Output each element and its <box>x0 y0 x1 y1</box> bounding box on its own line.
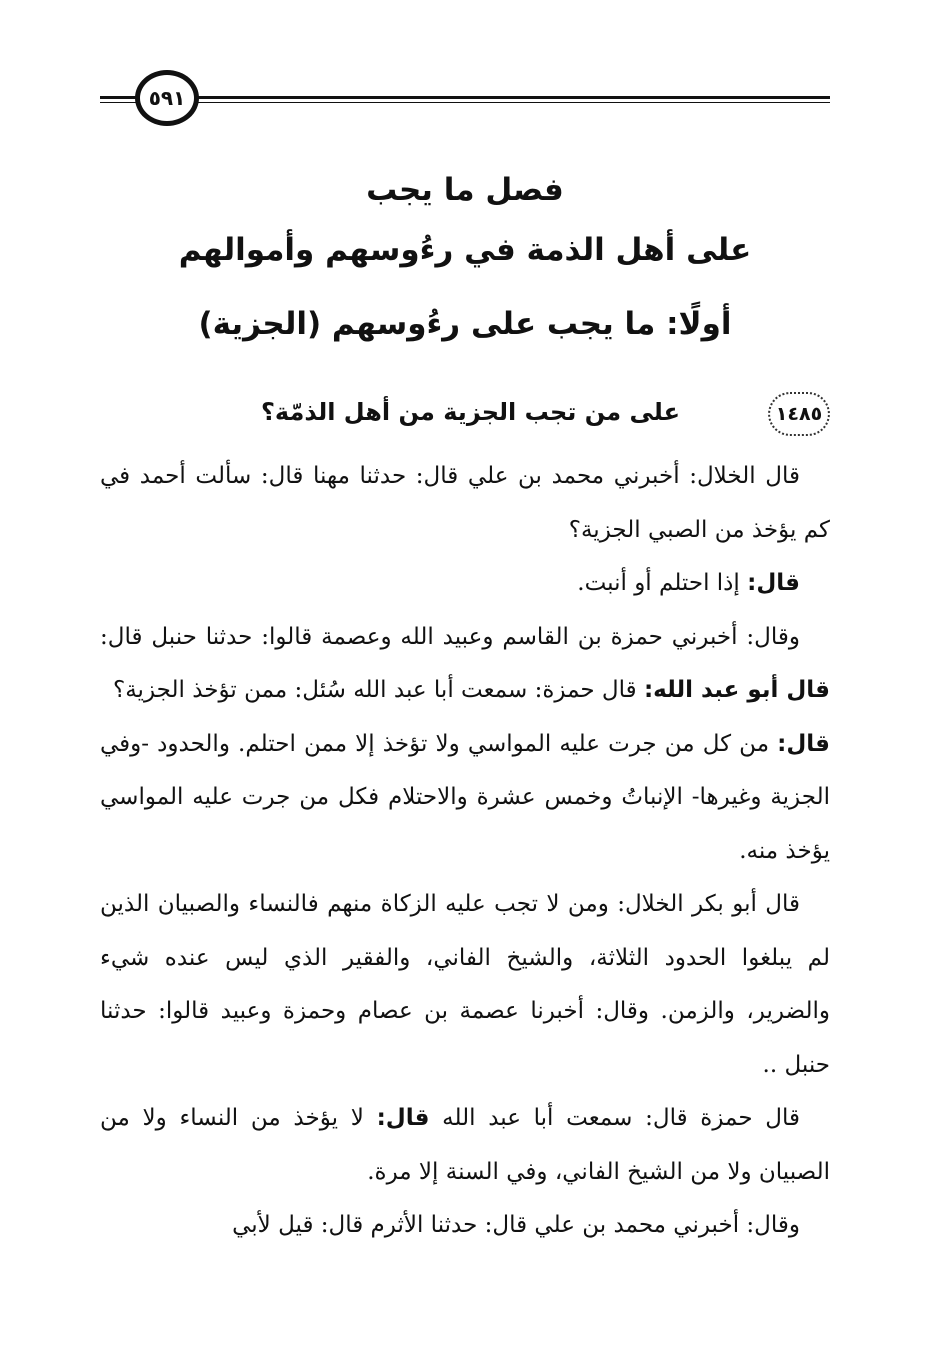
issue-heading <box>100 390 830 440</box>
paragraph-5: قال أبو بكر الخلال: ومن لا تجب عليه الزكاة منهم فالنساء والصبيان الذين لم يبلغوا الحدود الثلاثة، والشيخ الفاني، والفقير الذي ليس عنده شيء والضرير، والزمن. وقال: أخبرنا عصمة بن عصام وحمزة وعبيد قالوا: حدثنا حنبل .. <box>100 891 830 1078</box>
paragraph-3: وقال: أخبرني حمزة بن القاسم وعبيد الله وعصمة قالوا: حدثنا حنبل قال: قال أبو عبد الله: قال حمزة: سمعت أبا عبد الله سُئل: ممن تؤخذ الجزية؟ <box>100 623 830 703</box>
paragraph-6: قال حمزة قال: سمعت أبا عبد الله قال: لا يؤخذ من النساء ولا من الصبيان ولا من الشيخ الفاني، وفي السنة إلا مرة. <box>100 1105 830 1185</box>
paragraph-4: قال: من كل من جرت عليه المواسي ولا تؤخذ إلا ممن احتلم. والحدود -وفي الجزية وغيرها- الإنباتُ وخمس عشرة والاحتلام فكل من جرت عليه المواسي يؤخذ منه. <box>100 730 830 864</box>
paragraph-1: قال الخلال: أخبرني محمد بن علي قال: حدثنا مهنا قال: سألت أحمد في كم يؤخذ من الصبي الجزية؟ <box>100 463 830 543</box>
chapter-title: فصل ما يجب <box>366 172 564 208</box>
section-title: أولًا: ما يجب على رءُوسهم (الجزية) <box>198 306 732 342</box>
issue-number-badge: ١٤٨٥ <box>768 392 830 436</box>
paragraph-7: وقال: أخبرني محمد بن علي قال: حدثنا الأثرم قال: قيل لأبي <box>232 1212 800 1238</box>
header-rule-thick <box>100 96 830 99</box>
page-header <box>100 70 830 130</box>
body-text <box>100 450 830 1253</box>
chapter-titles <box>100 160 830 354</box>
chapter-subtitle: على أهل الذمة في رءُوسهم وأموالهم <box>178 232 752 268</box>
issue-question: على من تجب الجزية من أهل الذمّة؟ <box>261 398 680 426</box>
answer-label: قال أبو عبد الله: <box>643 677 830 703</box>
page-number: ٥٩١ <box>135 70 199 126</box>
answer-label: قال: <box>777 730 830 757</box>
header-rule-thin <box>100 102 830 103</box>
answer-label: قال: <box>376 1105 430 1131</box>
paragraph-2: قال: إذا احتلم أو أنبت. <box>577 570 800 596</box>
answer-label: قال: <box>747 570 800 596</box>
